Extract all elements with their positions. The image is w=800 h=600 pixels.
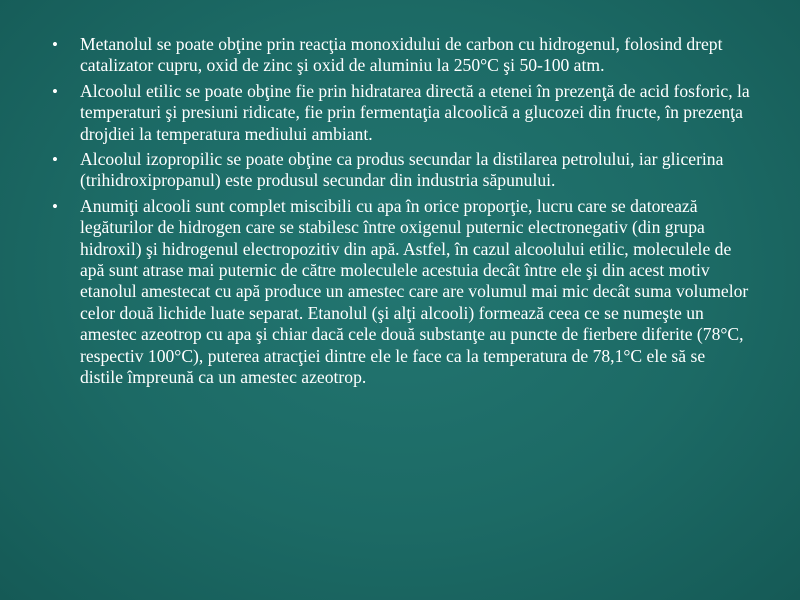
- bullet-item-ethanol: [52, 81, 752, 145]
- bullet-list: [52, 34, 752, 389]
- paragraph-text: Metanolul se poate obţine prin reacţia monoxidului de carbon cu hidrogenul, folosind drept catalizator cupru, oxid de zinc şi oxid de aluminiu la 250°C şi 50-100 atm.: [80, 34, 723, 76]
- paragraph-text: Anumiţi alcooli sunt complet miscibili cu apa în orice proporţie, lucru care se datorează legăturilor de hidrogen care se stabilesc între oxigenul puternic electronegativ (din grupa hidroxil) şi hidrogenul electropozitiv din apă. Astfel, în cazul alcoolului etilic, moleculele de apă sunt atrase mai puternic de către moleculele acestuia decât între ele şi din acest motiv etanolul amestecat cu apă produce un amestec care are volumul mai mic decât suma volumelor celor două lichide luate separat. Etanolul (şi alţi alcooli) formează ceea ce se numeşte un amestec azeotrop cu apa şi chiar dacă cele două substanţe au puncte de fierbere diferite (78°C, respectiv 100°C), puterea atracţiei dintre ele le face ca la temperatura de 78,1°C ele să se distile împreună ca un amestec azeotrop.: [80, 195, 749, 388]
- bullet-icon: •: [52, 150, 58, 170]
- bullet-icon: •: [52, 35, 58, 54]
- bullet-icon: •: [52, 81, 58, 101]
- bullet-item-miscibility: [52, 196, 752, 389]
- bullet-icon: •: [52, 196, 58, 216]
- paragraph-text: Alcoolul izopropilic se poate obţine ca produs secundar la distilarea petrolului, iar glicerina (trihidroxipropanul) este produsul secundar din industria săpunului.: [80, 149, 724, 191]
- bullet-item-methanol: [52, 34, 752, 77]
- bullet-item-isopropanol: [52, 149, 752, 192]
- paragraph-text: Alcoolul etilic se poate obţine fie prin hidratarea directă a etenei în prezenţă de acid fosforic, la temperaturi şi presiuni ridicate, fie prin fermentaţia alcoolică a glucozei din fructe, în prezenţa drojdiei la temperatura mediului ambiant.: [80, 80, 750, 144]
- slide-content: [52, 34, 752, 393]
